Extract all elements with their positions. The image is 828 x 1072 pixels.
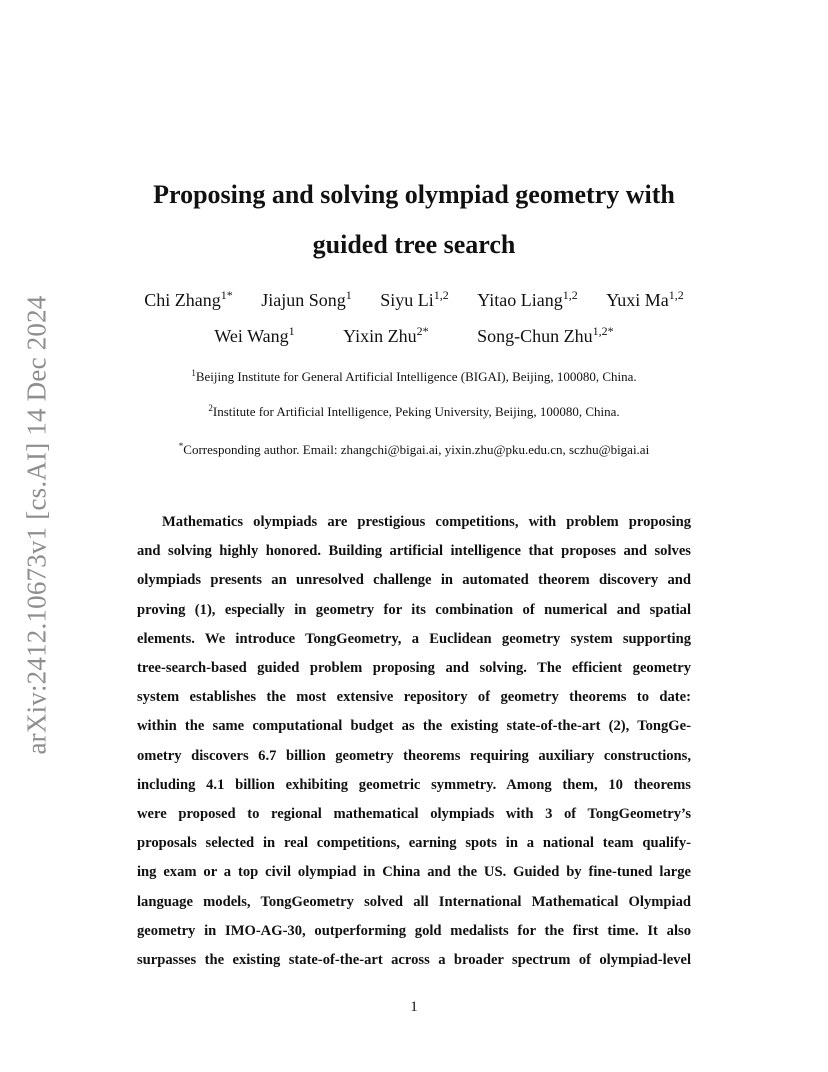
page-number: 1 bbox=[410, 999, 418, 1015]
abstract-line: system establishes the most extensive repository of geometry theorems to date: bbox=[137, 689, 691, 706]
abstract-line: ing exam or a top civil olympiad in China and the US. Guided by fine-tuned large bbox=[137, 864, 691, 881]
abstract-line: including 4.1 billion exhibiting geometric symmetry. Among them, 10 theorems bbox=[137, 776, 691, 793]
abstract-line: tree-search-based guided problem proposing and solving. The efficient geometry bbox=[137, 660, 691, 677]
author-list-row-2 bbox=[0, 326, 828, 347]
author: Song-Chun Zhu$^{1,2*}$ bbox=[477, 324, 614, 346]
abstract-line: proving (1), especially in geometry for its combination of numerical and spatial bbox=[137, 601, 691, 618]
abstract-line: elements. We introduce TongGeometry, a Euclidean geometry system supporting bbox=[137, 630, 691, 647]
abstract-line: surpasses the existing state-of-the-art across a broader spectrum of olympiad-level bbox=[137, 952, 691, 969]
author: Chi Zhang$^{1*}$ bbox=[144, 288, 233, 310]
abstract-line: language models, TongGeometry solved all International Mathematical Olympiad bbox=[137, 893, 691, 910]
abstract-line: Mathematics olympiads are prestigious competitions, with problem proposing bbox=[162, 514, 691, 530]
author-list-row-1 bbox=[0, 290, 828, 311]
abstract-line: were proposed to regional mathematical olympiads with 3 of TongGeometry’s bbox=[137, 806, 691, 823]
title-line-2: guided tree search bbox=[312, 230, 516, 259]
affiliation: $^1$Beijing Institute for General Artificial Intelligence (BIGAI), Beijing, 100080, China. bbox=[191, 368, 637, 384]
author: Siyu Li$^{1,2}$ bbox=[380, 288, 449, 310]
abstract-line: within the same computational budget as the existing state-of-the-art (2), TongGe- bbox=[137, 718, 691, 735]
author: Yuxi Ma$^{1,2}$ bbox=[606, 288, 684, 310]
author: Wei Wang$^1$ bbox=[214, 324, 295, 346]
abstract-line: geometry in IMO-AG-30, outperforming gold medalists for the first time. It also bbox=[137, 922, 691, 939]
affiliation: $^2$Institute for Artificial Intelligence, Peking University, Beijing, 100080, China. bbox=[208, 403, 620, 419]
author: Jiajun Song$^1$ bbox=[261, 288, 352, 310]
author: Yixin Zhu$^{2*}$ bbox=[343, 324, 429, 346]
abstract bbox=[137, 508, 691, 975]
arxiv-identifier: arXiv:2412.10673v1 [cs.AI] 14 Dec 2024 bbox=[21, 295, 52, 755]
abstract-line: and solving highly honored. Building artificial intelligence that proposes and solves bbox=[137, 543, 691, 560]
abstract-line: proposals selected in real competitions, earning spots in a national team qualify- bbox=[137, 835, 691, 852]
paper-title bbox=[0, 170, 828, 270]
abstract-line: olympiads presents an unresolved challenge in automated theorem discovery and bbox=[137, 572, 691, 589]
author: Yitao Liang$^{1,2}$ bbox=[477, 288, 578, 310]
corresponding-author-note: *Corresponding author. Email: zhangchi@bigai.ai, yixin.zhu@pku.edu.cn, sczhu@bigai.ai bbox=[178, 441, 650, 457]
abstract-line: ometry discovers 6.7 billion geometry theorems requiring auxiliary constructions, bbox=[137, 747, 691, 764]
title-line-1: Proposing and solving olympiad geometry with bbox=[153, 180, 675, 209]
